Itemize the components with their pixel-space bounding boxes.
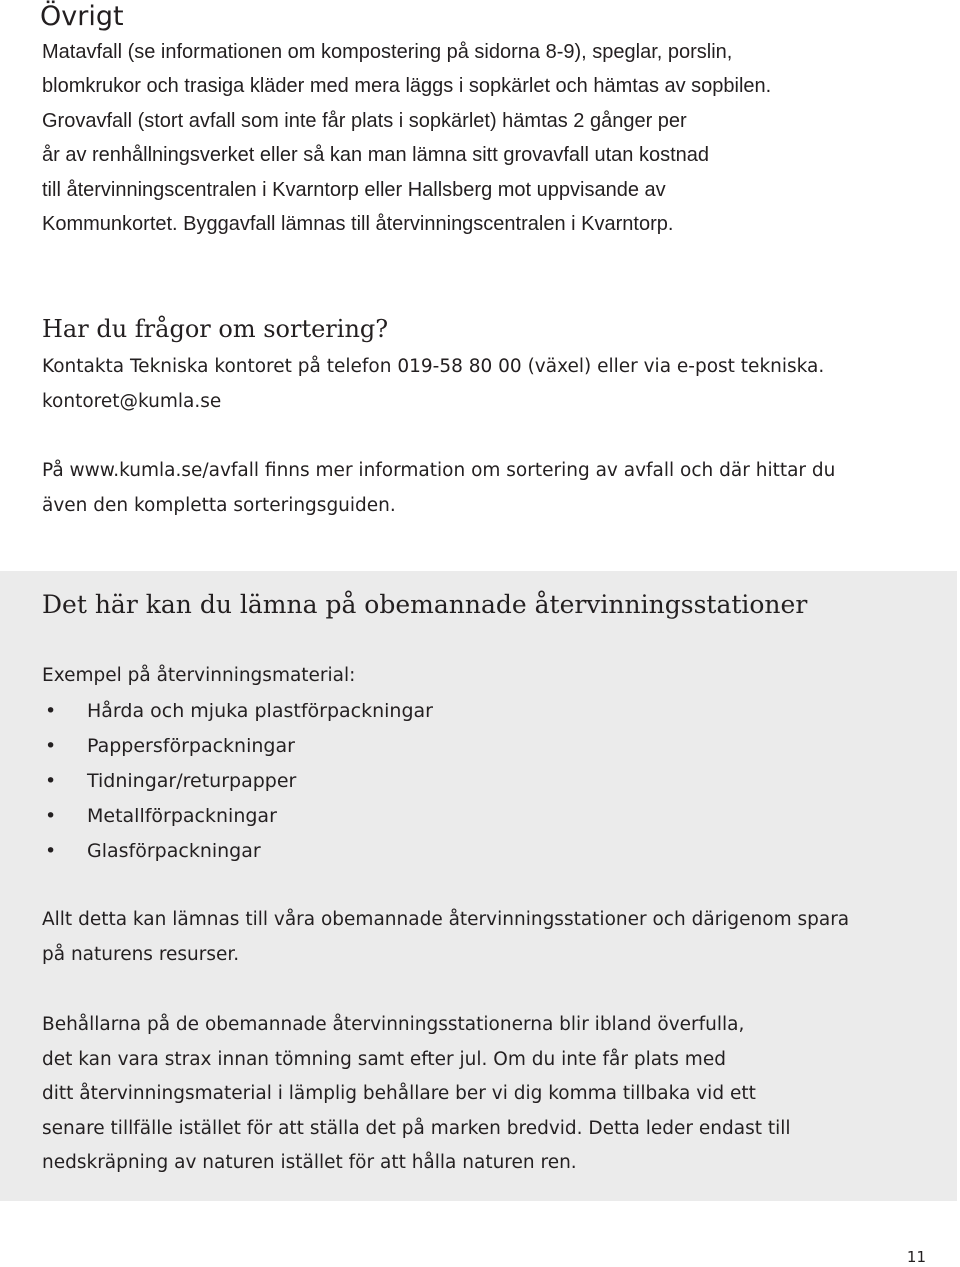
list-item bbox=[42, 764, 433, 799]
paragraph-line: Kommunkortet. Byggavfall lämnas till återvinningscentralen i Kvarntorp. bbox=[42, 213, 674, 236]
bullet-icon: • bbox=[45, 735, 57, 757]
paragraph-line: blomkrukor och trasiga kläder med mera läggs i sopkärlet och hämtas av sopbilen. bbox=[42, 75, 772, 98]
list-item bbox=[42, 834, 433, 869]
paragraph-line: kontoret@kumla.se bbox=[42, 390, 222, 412]
list-item bbox=[42, 729, 433, 764]
materials-intro bbox=[42, 659, 355, 694]
paragraph-line: nedskräpning av naturen istället för att hålla naturen ren. bbox=[42, 1152, 577, 1173]
list-item-label: Hårda och mjuka plastförpackningar bbox=[87, 700, 433, 722]
paragraph-line: På www.kumla.se/avfall finns mer information om sortering av avfall och där hittar du bbox=[42, 460, 836, 481]
section-heading-fragor: Har du frågor om sortering? bbox=[42, 315, 389, 343]
materials-list bbox=[42, 694, 433, 869]
section-heading-ovrigt: Övrigt bbox=[40, 1, 124, 32]
bullet-icon: • bbox=[45, 700, 57, 722]
bullet-icon: • bbox=[45, 805, 57, 827]
list-item-label: Glasförpackningar bbox=[87, 840, 261, 862]
list-item-label: Metallförpackningar bbox=[87, 805, 277, 827]
section-heading-stationer: Det här kan du lämna på obemannade återvinningsstationer bbox=[42, 590, 808, 619]
ovrigt-paragraph bbox=[42, 35, 771, 241]
page-number: 11 bbox=[906, 1248, 926, 1266]
paragraph-line: Behållarna på de obemannade återvinningsstationerna blir ibland överfulla, bbox=[42, 1014, 745, 1035]
paragraph-line: Exempel på återvinningsmaterial: bbox=[42, 665, 356, 686]
paragraph-line: även den kompletta sorteringsguiden. bbox=[42, 494, 396, 516]
paragraph-line: senare tillfälle istället för att ställa det på marken bredvid. Detta leder endast till bbox=[42, 1117, 791, 1139]
paragraph-line: till återvinningscentralen i Kvarntorp eller Hallsberg mot uppvisande av bbox=[42, 178, 666, 201]
paragraph-line: Allt detta kan lämnas till våra obemannade återvinningsstationer och därigenom spara bbox=[42, 909, 850, 930]
list-item-label: Tidningar/returpapper bbox=[87, 770, 297, 792]
note-paragraph bbox=[42, 1008, 791, 1181]
contact-paragraph bbox=[42, 350, 824, 419]
paragraph-line: det kan vara strax innan tömning samt efter jul. Om du inte får plats med bbox=[42, 1048, 726, 1070]
summary-paragraph bbox=[42, 903, 849, 972]
paragraph-line: ditt återvinningsmaterial i lämplig behållare ber vi dig komma tillbaka vid ett bbox=[42, 1083, 756, 1104]
paragraph-line: Kontakta Tekniska kontoret på telefon 019-58 80 00 (växel) eller via e-post tekniska. bbox=[42, 356, 825, 377]
web-paragraph bbox=[42, 454, 835, 523]
paragraph-line: på naturens resurser. bbox=[42, 943, 240, 965]
list-item bbox=[42, 694, 433, 729]
list-item-label: Pappersförpackningar bbox=[87, 735, 295, 757]
paragraph-line: Grovavfall (stort avfall som inte får plats i sopkärlet) hämtas 2 gånger per bbox=[42, 109, 687, 132]
paragraph-line: år av renhållningsverket eller så kan man lämna sitt grovavfall utan kostnad bbox=[42, 144, 710, 167]
bullet-icon: • bbox=[45, 840, 57, 862]
bullet-icon: • bbox=[45, 770, 57, 792]
paragraph-line: Matavfall (se informationen om kompostering på sidorna 8-9), speglar, porslin, bbox=[42, 41, 733, 63]
list-item bbox=[42, 799, 433, 834]
